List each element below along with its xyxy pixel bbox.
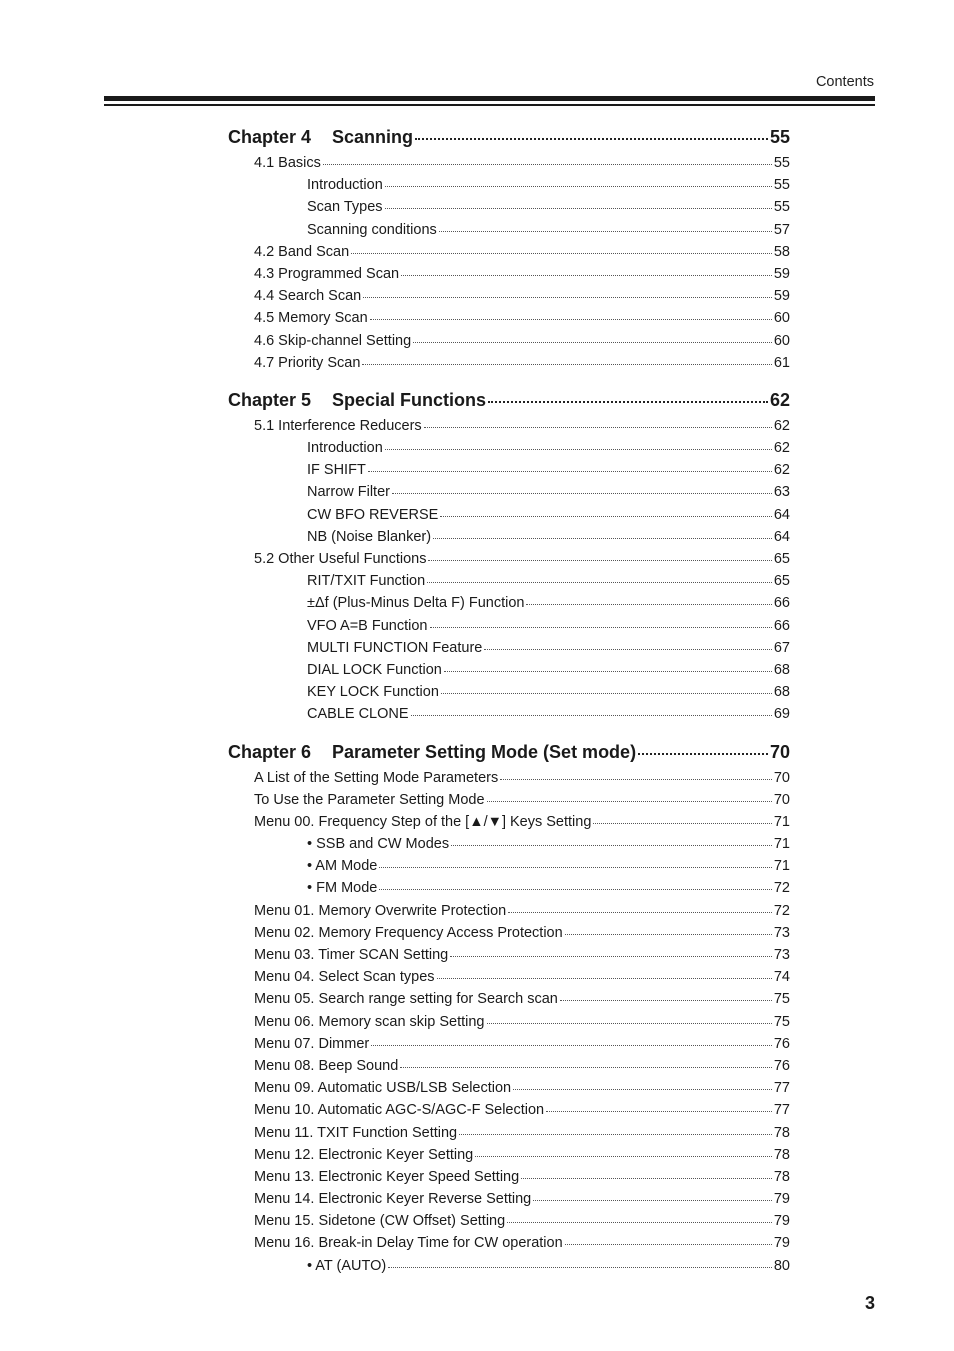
leader-dots bbox=[638, 753, 768, 755]
entry-title: Menu 14. Electronic Keyer Reverse Setting bbox=[254, 1191, 532, 1208]
entry-title: MULTI FUNCTION Feature bbox=[307, 639, 483, 656]
chapter-label: Chapter 4 bbox=[228, 127, 312, 147]
leader-dots bbox=[441, 693, 772, 694]
toc-subentry[interactable] bbox=[228, 615, 790, 637]
entry-page: 73 bbox=[773, 924, 790, 941]
toc-entry[interactable] bbox=[228, 1232, 790, 1254]
entry-page: 73 bbox=[773, 947, 790, 963]
leader-dots bbox=[362, 364, 771, 365]
entry-page: 65 bbox=[773, 573, 790, 590]
toc-entry[interactable] bbox=[228, 415, 790, 437]
toc-entry[interactable] bbox=[228, 1210, 790, 1232]
toc-entry[interactable] bbox=[228, 285, 790, 307]
entry-page: 55 bbox=[773, 199, 790, 216]
entry-page: 61 bbox=[773, 354, 790, 371]
entry-title: CW BFO REVERSE bbox=[307, 506, 439, 523]
leader-dots bbox=[450, 956, 772, 957]
leader-dots bbox=[401, 275, 772, 276]
leader-dots bbox=[437, 978, 772, 979]
toc-subentry[interactable] bbox=[228, 219, 790, 241]
entry-title: 4.2 Band Scan bbox=[254, 243, 350, 260]
entry-page: 69 bbox=[773, 706, 790, 723]
entry-page: 72 bbox=[773, 902, 790, 919]
chapter-heading[interactable] bbox=[228, 124, 790, 151]
entry-title: Introduction bbox=[307, 177, 383, 194]
leader-dots bbox=[500, 779, 772, 780]
entry-page: 79 bbox=[773, 1191, 790, 1208]
entry-page: 66 bbox=[773, 617, 790, 634]
entry-page: 71 bbox=[773, 836, 790, 853]
entry-title: Scanning conditions bbox=[307, 221, 437, 238]
toc-entry[interactable] bbox=[228, 767, 790, 789]
entry-title: 4.6 Skip-channel Setting bbox=[254, 332, 412, 349]
entry-title: 4.4 Search Scan bbox=[254, 288, 362, 305]
toc-entry[interactable] bbox=[228, 241, 790, 263]
leader-dots bbox=[451, 845, 772, 846]
entry-page: 68 bbox=[773, 684, 790, 701]
leader-dots bbox=[370, 319, 772, 320]
chapter-name: Scanning bbox=[332, 127, 414, 147]
toc-entry[interactable] bbox=[228, 548, 790, 570]
toc-entry[interactable] bbox=[228, 352, 790, 374]
leader-dots bbox=[371, 1045, 772, 1046]
toc-subentry[interactable] bbox=[228, 1255, 790, 1277]
entry-page: 55 bbox=[773, 155, 790, 171]
toc-subentry[interactable] bbox=[228, 659, 790, 681]
header-rule-thin bbox=[104, 104, 875, 106]
leader-dots bbox=[508, 912, 772, 913]
leader-dots bbox=[427, 582, 772, 583]
entry-page: 77 bbox=[773, 1080, 790, 1097]
toc-entry[interactable] bbox=[228, 1055, 790, 1077]
chapter-label: Chapter 5 bbox=[228, 389, 312, 410]
toc-entry[interactable] bbox=[228, 1077, 790, 1099]
entry-page: 79 bbox=[773, 1235, 790, 1252]
leader-dots bbox=[565, 934, 772, 935]
toc-subentry[interactable] bbox=[228, 681, 790, 703]
leader-dots bbox=[533, 1200, 772, 1201]
chapter-section bbox=[228, 124, 790, 374]
entry-title: Menu 01. Memory Overwrite Protection bbox=[254, 902, 507, 919]
toc-entry[interactable] bbox=[228, 900, 790, 922]
leader-dots bbox=[444, 671, 772, 672]
chapter-section bbox=[228, 739, 790, 1277]
toc-subentry[interactable] bbox=[228, 526, 790, 548]
leader-dots bbox=[487, 801, 772, 802]
entry-page: 78 bbox=[773, 1168, 790, 1185]
entry-title: To Use the Parameter Setting Mode bbox=[254, 791, 485, 808]
entry-title: Scan Types bbox=[307, 199, 383, 216]
entry-title: 5.1 Interference Reducers bbox=[254, 417, 422, 434]
entry-title: A List of the Setting Mode Parameters bbox=[254, 769, 499, 786]
entry-page: 71 bbox=[773, 813, 790, 830]
toc-entry[interactable] bbox=[228, 1144, 790, 1166]
toc-subentry[interactable] bbox=[228, 637, 790, 659]
toc-subentry[interactable] bbox=[228, 703, 790, 725]
entry-title: 5.2 Other Useful Functions bbox=[254, 551, 427, 567]
chapter-name: Special Functions bbox=[332, 389, 487, 410]
leader-dots bbox=[459, 1134, 772, 1135]
toc-subentry[interactable] bbox=[228, 437, 790, 459]
entry-title: Menu 16. Break-in Delay Time for CW operation bbox=[254, 1235, 563, 1252]
entry-page: 60 bbox=[773, 310, 790, 327]
chapter-title bbox=[228, 387, 486, 414]
leader-dots bbox=[546, 1111, 772, 1112]
entry-title: Menu 12. Electronic Keyer Setting bbox=[254, 1146, 474, 1163]
entry-title: Menu 10. Automatic AGC-S/AGC-F Selection bbox=[254, 1102, 545, 1119]
entry-title: Menu 02. Memory Frequency Access Protection bbox=[254, 924, 563, 941]
entry-page: 64 bbox=[773, 506, 790, 523]
toc-entry[interactable] bbox=[228, 922, 790, 944]
leader-dots bbox=[363, 297, 772, 298]
entry-page: 68 bbox=[773, 661, 790, 678]
entry-page: 70 bbox=[773, 769, 790, 786]
entry-page: 78 bbox=[773, 1124, 790, 1141]
toc-subentry[interactable] bbox=[228, 504, 790, 526]
entry-title: CABLE CLONE bbox=[307, 706, 409, 723]
leader-dots bbox=[439, 231, 772, 232]
entry-title: Narrow Filter bbox=[307, 484, 390, 501]
entry-title: 4.5 Memory Scan bbox=[254, 310, 368, 327]
chapter-section bbox=[228, 387, 790, 726]
leader-dots bbox=[560, 1000, 772, 1001]
entry-title: Menu 08. Beep Sound bbox=[254, 1057, 399, 1074]
toc-subentry[interactable] bbox=[228, 855, 790, 877]
entry-title: 4.7 Priority Scan bbox=[254, 354, 361, 371]
toc-entry[interactable] bbox=[228, 1166, 790, 1188]
leader-dots bbox=[428, 560, 771, 561]
table-of-contents bbox=[228, 124, 790, 1277]
leader-dots bbox=[513, 1089, 772, 1090]
entry-title: • AT (AUTO) bbox=[307, 1257, 387, 1274]
entry-title: Menu 11. TXIT Function Setting bbox=[254, 1124, 458, 1141]
entry-page: 67 bbox=[773, 639, 790, 656]
entry-title: • SSB and CW Modes bbox=[307, 836, 450, 853]
leader-dots bbox=[379, 867, 772, 868]
toc-subentry[interactable] bbox=[228, 833, 790, 855]
entry-title: Menu 07. Dimmer bbox=[254, 1035, 370, 1052]
entry-title: Menu 06. Memory scan skip Setting bbox=[254, 1013, 485, 1030]
entry-title: 4.1 Basics bbox=[254, 155, 321, 171]
entry-page: 57 bbox=[773, 221, 790, 238]
entry-page: 62 bbox=[773, 417, 790, 434]
entry-title: Menu 05. Search range setting for Search scan bbox=[254, 991, 558, 1008]
entry-page: 79 bbox=[773, 1213, 790, 1230]
entry-page: 59 bbox=[773, 288, 790, 305]
toc-entry[interactable] bbox=[228, 1033, 790, 1055]
running-header: Contents bbox=[815, 74, 874, 90]
leader-dots bbox=[368, 471, 772, 472]
toc-subentry[interactable] bbox=[228, 877, 790, 899]
entry-title: IF SHIFT bbox=[307, 462, 366, 479]
chapter-name: Parameter Setting Mode (Set mode) bbox=[332, 741, 637, 762]
entry-page: 64 bbox=[773, 528, 790, 545]
leader-dots bbox=[507, 1222, 772, 1223]
leader-dots bbox=[565, 1244, 772, 1245]
chapter-page: 70 bbox=[769, 741, 790, 762]
entry-page: 75 bbox=[773, 991, 790, 1008]
entry-title: • AM Mode bbox=[307, 858, 378, 875]
toc-subentry[interactable] bbox=[228, 592, 790, 614]
toc-entry[interactable] bbox=[228, 330, 790, 352]
page-number: 3 bbox=[864, 1293, 875, 1313]
leader-dots bbox=[400, 1067, 772, 1068]
entry-page: 80 bbox=[773, 1257, 790, 1274]
leader-dots bbox=[424, 427, 772, 428]
entry-title: Menu 03. Timer SCAN Setting bbox=[254, 947, 449, 963]
leader-dots bbox=[385, 449, 772, 450]
entry-title: ±Δf (Plus-Minus Delta F) Function bbox=[307, 595, 525, 612]
leader-dots bbox=[392, 493, 772, 494]
toc-entry[interactable] bbox=[228, 988, 790, 1010]
leader-dots bbox=[413, 342, 772, 343]
entry-title: Menu 09. Automatic USB/LSB Selection bbox=[254, 1080, 512, 1097]
toc-entry[interactable] bbox=[228, 789, 790, 811]
entry-page: 65 bbox=[773, 551, 790, 567]
leader-dots bbox=[415, 138, 768, 140]
entry-page: 58 bbox=[773, 243, 790, 260]
leader-dots bbox=[388, 1267, 772, 1268]
entry-page: 76 bbox=[773, 1035, 790, 1052]
chapter-page: 55 bbox=[769, 127, 790, 147]
entry-page: 78 bbox=[773, 1146, 790, 1163]
entry-page: 59 bbox=[773, 265, 790, 282]
toc-entry[interactable] bbox=[228, 263, 790, 285]
entry-page: 76 bbox=[773, 1057, 790, 1074]
entry-page: 63 bbox=[773, 484, 790, 501]
toc-entry[interactable] bbox=[228, 811, 790, 833]
entry-title: 4.3 Programmed Scan bbox=[254, 265, 400, 282]
chapter-heading[interactable] bbox=[228, 387, 790, 414]
entry-page: 62 bbox=[773, 440, 790, 457]
leader-dots bbox=[484, 649, 772, 650]
leader-dots bbox=[521, 1178, 772, 1179]
entry-page: 72 bbox=[773, 880, 790, 897]
toc-entry[interactable] bbox=[228, 1011, 790, 1033]
toc-subentry[interactable] bbox=[228, 196, 790, 218]
leader-dots bbox=[385, 186, 772, 187]
leader-dots bbox=[323, 164, 772, 165]
toc-entry[interactable] bbox=[228, 1122, 790, 1144]
toc-entry[interactable] bbox=[228, 307, 790, 329]
leader-dots bbox=[475, 1156, 772, 1157]
toc-subentry[interactable] bbox=[228, 570, 790, 592]
entry-page: 55 bbox=[773, 177, 790, 194]
leader-dots bbox=[488, 401, 768, 403]
entry-page: 77 bbox=[773, 1102, 790, 1119]
entry-page: 62 bbox=[773, 462, 790, 479]
toc-subentry[interactable] bbox=[228, 459, 790, 481]
toc-entry[interactable] bbox=[228, 966, 790, 988]
toc-entry[interactable] bbox=[228, 152, 790, 174]
leader-dots bbox=[379, 889, 772, 890]
toc-subentry[interactable] bbox=[228, 481, 790, 503]
entry-title: • FM Mode bbox=[307, 880, 378, 897]
leader-dots bbox=[440, 516, 772, 517]
leader-dots bbox=[430, 627, 772, 628]
chapter-heading[interactable] bbox=[228, 739, 790, 766]
entry-title: Menu 04. Select Scan types bbox=[254, 969, 435, 986]
leader-dots bbox=[593, 823, 771, 824]
entry-page: 75 bbox=[773, 1013, 790, 1030]
entry-page: 66 bbox=[773, 595, 790, 612]
entry-page: 70 bbox=[773, 791, 790, 808]
chapter-page: 62 bbox=[769, 389, 790, 410]
leader-dots bbox=[351, 253, 772, 254]
leader-dots bbox=[526, 604, 771, 605]
entry-page: 60 bbox=[773, 332, 790, 349]
entry-title: RIT/TXIT Function bbox=[307, 573, 426, 590]
entry-title: KEY LOCK Function bbox=[307, 684, 439, 701]
leader-dots bbox=[411, 715, 772, 716]
entry-title: Menu 13. Electronic Keyer Speed Setting bbox=[254, 1168, 520, 1185]
entry-page: 74 bbox=[773, 969, 790, 986]
leader-dots bbox=[385, 208, 772, 209]
entry-title: DIAL LOCK Function bbox=[307, 661, 442, 678]
entry-page: 71 bbox=[773, 858, 790, 875]
entry-title: NB (Noise Blanker) bbox=[307, 528, 432, 545]
leader-dots bbox=[487, 1023, 772, 1024]
entry-title: Menu 15. Sidetone (CW Offset) Setting bbox=[254, 1213, 506, 1230]
toc-entry[interactable] bbox=[228, 1188, 790, 1210]
leader-dots bbox=[433, 538, 772, 539]
chapter-title bbox=[228, 739, 636, 766]
entry-title: VFO A=B Function bbox=[307, 617, 428, 634]
chapter-label: Chapter 6 bbox=[228, 741, 312, 762]
header-rule-thick bbox=[104, 96, 875, 101]
toc-entry[interactable] bbox=[228, 944, 790, 966]
toc-entry[interactable] bbox=[228, 1099, 790, 1121]
toc-subentry[interactable] bbox=[228, 174, 790, 196]
chapter-title bbox=[228, 124, 413, 151]
entry-title: Introduction bbox=[307, 440, 383, 457]
entry-title: Menu 00. Frequency Step of the [▲/▼] Keys Setting bbox=[254, 813, 592, 830]
